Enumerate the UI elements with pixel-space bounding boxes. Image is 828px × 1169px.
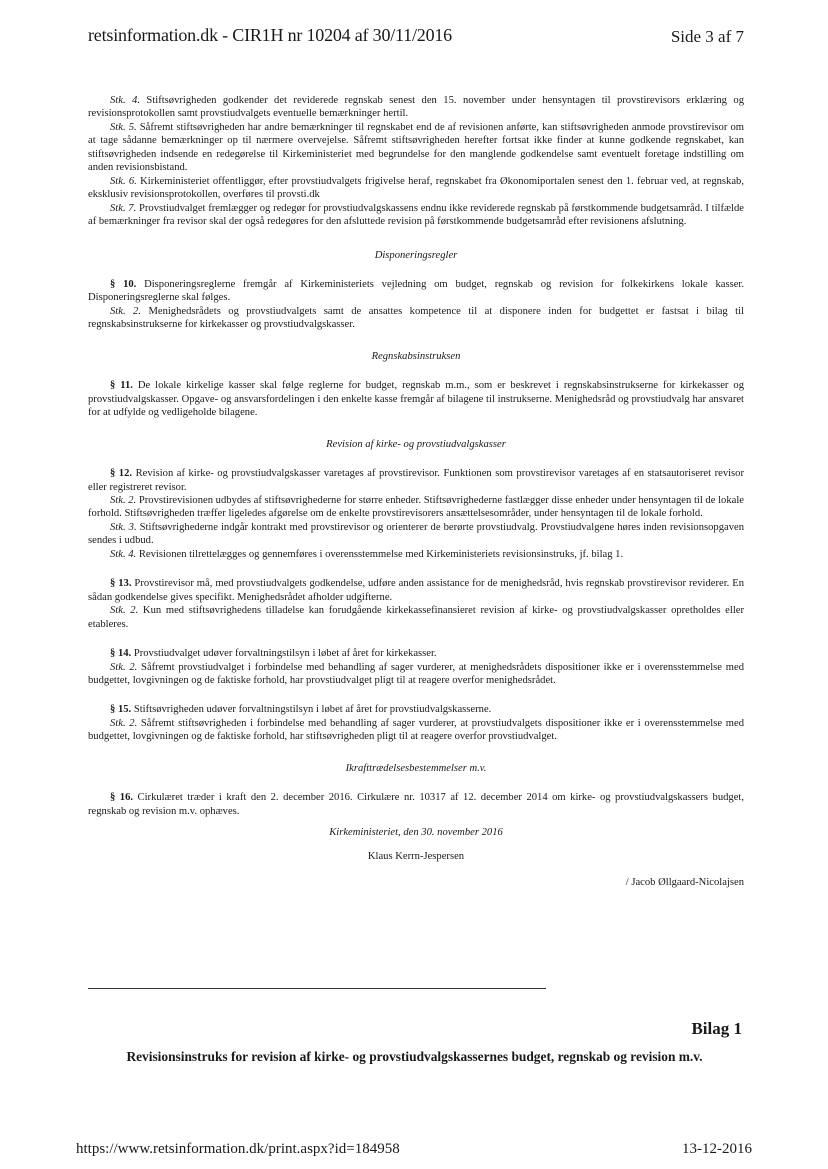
paragraph-text: Menighedsrådets og provstiudvalgets samt de ansattes kompetence til at disponere inden for budgettet er fastsat i bilag til regnskabsinstrukserne for kirkekasser og provstiudvalgskasser. — [88, 305, 745, 331]
stk-label: Stk. 2. — [110, 305, 141, 317]
paragraph-s13-stk2 — [88, 604, 744, 631]
stk-label: Stk. 4. — [110, 548, 137, 560]
signature-second: / Jacob Øllgaard-Nicolajsen — [625, 877, 744, 889]
section-number: § 15. — [110, 704, 132, 716]
signature-date-line: Kirkeministeriet, den 30. november 2016 — [329, 827, 503, 839]
paragraph-text: Disponeringsreglerne fremgår af Kirkeministeriets vejledning om budget, regnskab og revision for folkekirkens lokale kasser. Disponeringsreglerne skal følges. — [88, 278, 744, 304]
paragraph-text: Såfremt stiftsøvrigheden i forbindelse med behandling af sager vurderer, at provstiudvalgets dispositioner ikke er i overensstemmelse med budgettet, lovgivningen og de faktiske forhold, har stiftsøvrigheden pligt til at reagere overfor provstiudvalget. — [88, 717, 745, 743]
paragraph-text: Såfremt provstiudvalget i forbindelse med behandling af sager vurderer, at menighedsrådets dispositioner ikke er i overensstemmelse med budgettet, lovgivningen og de faktiske forhold, har provstiudvalget pligt til at reagere overfor menighedsrådet. — [88, 661, 744, 686]
paragraph-s15-stk2 — [88, 717, 744, 744]
appendix-title: Revisionsinstruks for revision af kirke- og provstiudvalgskassernes budget, regnskab og revision m.v. — [126, 1049, 703, 1064]
paragraph-text: De lokale kirkelige kasser skal følge reglerne for budget, regnskab m.m., som er beskrevet i regnskabsinstrukserne for kirkekasser og provstiudvalgskasser. Opgave- og ansvarsfordelingen i den enkelte kasse fremgår af bilagene til instrukserne. Menighedsråd og provstiudvalg har ansvaret for at udfylde og vedligeholde bilagene. — [88, 380, 744, 419]
section-number: § 16. — [110, 792, 134, 804]
paragraph-text: Stiftsøvrighederne indgår kontrakt med provstirevisor og orienterer de berørte provstiudvalg. Provstiudvalgene høres inden revisionsopgaven sendes i udbud. — [88, 521, 745, 547]
paragraph-stk4 — [88, 94, 744, 121]
paragraph-stk7 — [88, 202, 744, 229]
paragraph-text: Provstirevisionen udbydes af stiftsøvrighederne for større enheder. Stiftsøvrighederne fastlægger disse enheder under hensyntagen til de lokale forhold. Stiftsøvrigheden træffer ligeledes afgørelse om de enkelte provstirevisorers ansættelsesområder, under hensyntagen til de lokale forhold. — [88, 494, 744, 520]
stk-label: Stk. 5. — [110, 121, 137, 133]
paragraph-s12-stk2 — [88, 494, 744, 521]
paragraph-text: Provstiudvalget fremlægger og redegør for provstiudvalgskassens endnu ikke reviderede regnskab på førstkommende budgetsamråd. I tilfælde af bemærkninger fra revisor skal der også redegøres for den afsluttede revision på førstkommende budgetsamråd efter revisionens afslutning. — [88, 202, 744, 228]
paragraph-s13 — [88, 577, 744, 604]
paragraph-s10-stk2 — [88, 305, 744, 332]
stk-label: Stk. 2. — [110, 661, 138, 673]
paragraph-text: Cirkulæret træder i kraft den 2. december 2016. Cirkulære nr. 10317 af 12. december 2014 om kirke- og provstiudvalgskassers budget, regnskab og revision m.v. ophæves. — [88, 792, 745, 817]
stk-label: Stk. 2. — [110, 605, 139, 617]
stk-label: Stk. 4. — [110, 95, 140, 106]
header-title: retsinformation.dk - CIR1H nr 10204 af 30/11/2016 — [88, 25, 452, 45]
paragraph-text: Såfremt stiftsøvrigheden har andre bemærkninger til regnskabet end de af revisionen anførte, kan stiftsøvrigheden anmode provstirevisor om at tage sådanne bemærkninger op til nærmere overvejelse. Såfremt stiftsøvrigheden herefter fortsat ikke finder at kunne godkende regnskabet, kan stiftsøvrigheden indsende en redegørelse til Kirkeministeriet med begrundelse for den manglende godkendelse samt eventuelt foretage indstilling om anden revisionsbistand. — [88, 121, 744, 174]
divider-line — [88, 988, 546, 989]
section-heading-regnskabsinstruksen: Regnskabsinstruksen — [371, 350, 461, 362]
paragraph-s11 — [88, 379, 744, 419]
section-heading-revision: Revision af kirke- og provstiudvalgskasser — [326, 438, 506, 450]
section-number: § 12. — [110, 468, 133, 480]
section-number: § 14. — [110, 648, 132, 660]
section-heading-ikrafttraedelse: Ikrafttrædelsesbestemmelser m.v. — [345, 762, 487, 774]
paragraph-s15 — [88, 703, 744, 716]
paragraph-s14-stk2 — [88, 661, 744, 688]
footer-date: 13-12-2016 — [682, 1141, 752, 1157]
stk-label: Stk. 2. — [110, 717, 138, 729]
stk-label: Stk. 7. — [110, 202, 137, 214]
paragraph-s10 — [88, 278, 744, 305]
section-heading-disponeringsregler: Disponeringsregler — [374, 249, 458, 261]
paragraph-s12-stk3 — [88, 521, 744, 548]
section-number: § 11. — [110, 380, 133, 392]
paragraph-text: Provstirevisor må, med provstiudvalgets godkendelse, udføre anden assistance for de menighedsråd, hvis regnskab provstirevisor reviderer. En sådan godkendelse gives specifikt. Menighedsrådet afholder udgifterne. — [88, 578, 744, 603]
paragraph-text: Kun med stiftsøvrighedens tilladelse kan forudgående kirkekassefinansieret revision af kirke- og provstiudvalgskasser opretholdes eller etableres. — [88, 605, 744, 630]
paragraph-text: Stiftsøvrigheden godkender det reviderede regnskab senest den 15. november under hensyntagen til provstirevisors erklæring og revisionsprotokollen samt provstiudvalgets eventuelle bemærkninger hertil. — [88, 95, 745, 120]
paragraph-text: Revisionen tilrettelægges og gennemføres i overensstemmelse med Kirkeministeriets revisionsinstruks, jf. bilag 1. — [136, 548, 624, 560]
paragraph-stk6 — [88, 175, 744, 202]
stk-label: Stk. 6. — [110, 175, 137, 187]
document-body — [88, 94, 744, 889]
paragraph-s12 — [88, 467, 744, 494]
paragraph-s14 — [88, 647, 744, 660]
section-number: § 10. — [110, 278, 137, 290]
paragraph-text: Revision af kirke- og provstiudvalgskasser varetages af provstirevisor. Funktionen som provstirevisor varetages af en statsautoriseret revisor eller registreret revisor. — [88, 468, 745, 493]
appendix-label: Bilag 1 — [691, 1019, 742, 1038]
paragraph-s16 — [88, 791, 744, 818]
page-number: Side 3 af 7 — [670, 27, 744, 46]
paragraph-stk5 — [88, 121, 744, 175]
stk-label: Stk. 3. — [110, 521, 137, 533]
paragraph-text: Provstiudvalget udøver forvaltningstilsyn i løbet af året for kirkekasser. — [131, 648, 437, 660]
section-number: § 13. — [110, 578, 132, 590]
stk-label: Stk. 2. — [110, 494, 137, 506]
paragraph-s12-stk4 — [88, 548, 744, 561]
paragraph-text: Kirkeministeriet offentliggør, efter provstiudvalgets frigivelse heraf, regnskabet fra Økonomiportalen senest den 1. februar ved, at regnskab, eksklusiv revisionsprotokollen, overføres til provsti.dk — [88, 175, 744, 201]
footer-url: https://www.retsinformation.dk/print.aspx?id=184958 — [76, 1141, 400, 1157]
paragraph-text: Stiftsøvrigheden udøver forvaltningstilsyn i løbet af året for provstiudvalgskasserne. — [131, 704, 492, 716]
signature-name: Klaus Kerrn-Jespersen — [367, 850, 465, 862]
